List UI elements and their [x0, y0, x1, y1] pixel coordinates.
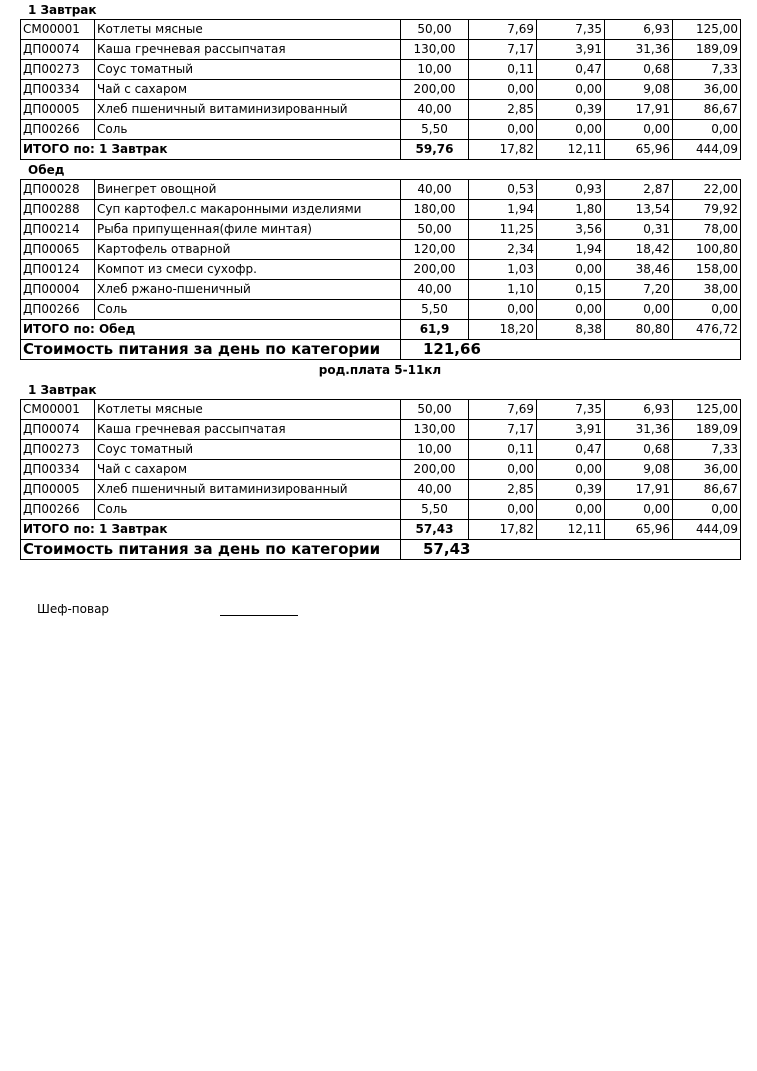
dish-kcal: 38,00: [673, 280, 741, 300]
dish-fat: 1,94: [537, 240, 605, 260]
dish-fat: 0,00: [537, 80, 605, 100]
meal-title-lunch: Обед: [28, 163, 65, 177]
table-row: [21, 120, 741, 140]
dish-name: Котлеты мясные: [95, 400, 401, 420]
dish-fat: 0,47: [537, 60, 605, 80]
dish-yield: 5,50: [401, 300, 469, 320]
dish-name: Соль: [95, 500, 401, 520]
total-cost: 57,43: [401, 520, 469, 540]
dish-kcal: 100,80: [673, 240, 741, 260]
dish-name: Компот из смеси сухофр.: [95, 260, 401, 280]
table-row: [21, 280, 741, 300]
dish-kcal: 0,00: [673, 120, 741, 140]
total-kcal: 476,72: [673, 320, 741, 340]
table-row: [21, 420, 741, 440]
dish-fat: 0,93: [537, 180, 605, 200]
dish-name: Каша гречневая рассыпчатая: [95, 40, 401, 60]
dish-carbs: 2,87: [605, 180, 673, 200]
total-row: [21, 140, 741, 160]
dish-protein: 1,10: [469, 280, 537, 300]
total-protein: 18,20: [469, 320, 537, 340]
dish-yield: 5,50: [401, 120, 469, 140]
table-row: [21, 220, 741, 240]
dish-fat: 0,47: [537, 440, 605, 460]
dish-carbs: 0,00: [605, 120, 673, 140]
dish-yield: 130,00: [401, 40, 469, 60]
dish-kcal: 125,00: [673, 400, 741, 420]
dish-protein: 0,11: [469, 440, 537, 460]
dish-name: Хлеб пшеничный витаминизированный: [95, 480, 401, 500]
dish-kcal: 0,00: [673, 300, 741, 320]
dish-kcal: 36,00: [673, 80, 741, 100]
total-fat: 8,38: [537, 320, 605, 340]
dish-carbs: 9,08: [605, 460, 673, 480]
dish-protein: 0,00: [469, 500, 537, 520]
dish-yield: 10,00: [401, 60, 469, 80]
dish-protein: 7,69: [469, 400, 537, 420]
dish-yield: 130,00: [401, 420, 469, 440]
dish-carbs: 6,93: [605, 400, 673, 420]
dish-name: Хлеб пшеничный витаминизированный: [95, 100, 401, 120]
dish-fat: 3,91: [537, 420, 605, 440]
dish-kcal: 22,00: [673, 180, 741, 200]
dish-carbs: 17,91: [605, 100, 673, 120]
dish-protein: 0,00: [469, 120, 537, 140]
dish-code: ДП00028: [21, 180, 95, 200]
dish-yield: 50,00: [401, 220, 469, 240]
dish-yield: 120,00: [401, 240, 469, 260]
dish-name: Картофель отварной: [95, 240, 401, 260]
dish-yield: 40,00: [401, 100, 469, 120]
dish-protein: 7,17: [469, 420, 537, 440]
dish-yield: 50,00: [401, 20, 469, 40]
day-cost-value: 121,66: [401, 340, 741, 360]
dish-yield: 50,00: [401, 400, 469, 420]
dish-code: ДП00005: [21, 100, 95, 120]
day-cost-row: [21, 540, 741, 560]
dish-kcal: 86,67: [673, 480, 741, 500]
dish-fat: 3,91: [537, 40, 605, 60]
total-fat: 12,11: [537, 520, 605, 540]
total-fat: 12,11: [537, 140, 605, 160]
dish-fat: 0,39: [537, 100, 605, 120]
dish-carbs: 13,54: [605, 200, 673, 220]
dish-fat: 1,80: [537, 200, 605, 220]
dish-name: Соус томатный: [95, 440, 401, 460]
dish-code: ДП00288: [21, 200, 95, 220]
dish-fat: 0,00: [537, 300, 605, 320]
dish-protein: 0,00: [469, 300, 537, 320]
dish-name: Чай с сахаром: [95, 80, 401, 100]
table-row: [21, 460, 741, 480]
table-row: [21, 180, 741, 200]
dish-carbs: 0,00: [605, 500, 673, 520]
dish-fat: 7,35: [537, 20, 605, 40]
dish-code: ДП00273: [21, 60, 95, 80]
dish-protein: 11,25: [469, 220, 537, 240]
table-row: [21, 440, 741, 460]
breakfast-table-2: [20, 399, 741, 560]
dish-code: ДП00124: [21, 260, 95, 280]
dish-code: ДП00074: [21, 40, 95, 60]
dish-kcal: 158,00: [673, 260, 741, 280]
lunch-table: [20, 179, 741, 360]
dish-code: ДП00005: [21, 480, 95, 500]
day-cost-value: 57,43: [401, 540, 741, 560]
dish-protein: 0,53: [469, 180, 537, 200]
dish-carbs: 0,68: [605, 440, 673, 460]
dish-code: СМ00001: [21, 20, 95, 40]
dish-fat: 0,00: [537, 500, 605, 520]
dish-protein: 7,69: [469, 20, 537, 40]
dish-carbs: 31,36: [605, 40, 673, 60]
dish-carbs: 0,31: [605, 220, 673, 240]
dish-yield: 10,00: [401, 440, 469, 460]
dish-code: ДП00214: [21, 220, 95, 240]
total-label: ИТОГО по: 1 Завтрак: [21, 520, 401, 540]
table-row: [21, 260, 741, 280]
dish-protein: 1,03: [469, 260, 537, 280]
table-row: [21, 40, 741, 60]
dish-name: Каша гречневая рассыпчатая: [95, 420, 401, 440]
dish-protein: 0,00: [469, 80, 537, 100]
dish-code: ДП00334: [21, 460, 95, 480]
dish-carbs: 9,08: [605, 80, 673, 100]
dish-carbs: 0,68: [605, 60, 673, 80]
dish-fat: 3,56: [537, 220, 605, 240]
dish-name: Котлеты мясные: [95, 20, 401, 40]
dish-name: Соль: [95, 120, 401, 140]
dish-protein: 0,00: [469, 460, 537, 480]
signature-line: [220, 615, 298, 616]
dish-yield: 40,00: [401, 180, 469, 200]
dish-name: Рыба припущенная(филе минтая): [95, 220, 401, 240]
dish-carbs: 38,46: [605, 260, 673, 280]
dish-carbs: 31,36: [605, 420, 673, 440]
dish-code: ДП00266: [21, 120, 95, 140]
dish-kcal: 0,00: [673, 500, 741, 520]
dish-protein: 2,85: [469, 100, 537, 120]
table-row: [21, 500, 741, 520]
total-carbs: 65,96: [605, 140, 673, 160]
dish-protein: 7,17: [469, 40, 537, 60]
day-cost-label: Стоимость питания за день по категории: [21, 340, 401, 360]
dish-yield: 5,50: [401, 500, 469, 520]
dish-code: ДП00266: [21, 300, 95, 320]
dish-protein: 2,34: [469, 240, 537, 260]
dish-carbs: 17,91: [605, 480, 673, 500]
dish-code: ДП00065: [21, 240, 95, 260]
dish-protein: 2,85: [469, 480, 537, 500]
dish-code: ДП00334: [21, 80, 95, 100]
table-row: [21, 60, 741, 80]
table-row: [21, 400, 741, 420]
dish-yield: 40,00: [401, 480, 469, 500]
dish-kcal: 78,00: [673, 220, 741, 240]
dish-code: ДП00004: [21, 280, 95, 300]
day-cost-row: [21, 340, 741, 360]
chef-signature-label: Шеф-повар: [37, 602, 110, 616]
dish-carbs: 0,00: [605, 300, 673, 320]
dish-carbs: 6,93: [605, 20, 673, 40]
dish-kcal: 79,92: [673, 200, 741, 220]
dish-yield: 200,00: [401, 460, 469, 480]
dish-kcal: 7,33: [673, 60, 741, 80]
dish-kcal: 86,67: [673, 100, 741, 120]
total-kcal: 444,09: [673, 520, 741, 540]
dish-code: ДП00074: [21, 420, 95, 440]
dish-name: Суп картофел.с макаронными изделиями: [95, 200, 401, 220]
dish-yield: 200,00: [401, 80, 469, 100]
meal-title-breakfast: 1 Завтрак: [28, 3, 97, 17]
dish-protein: 1,94: [469, 200, 537, 220]
dish-yield: 40,00: [401, 280, 469, 300]
dish-yield: 200,00: [401, 260, 469, 280]
dish-name: Чай с сахаром: [95, 460, 401, 480]
dish-code: ДП00273: [21, 440, 95, 460]
total-cost: 59,76: [401, 140, 469, 160]
table-row: [21, 100, 741, 120]
meal-title-breakfast-2: 1 Завтрак: [28, 383, 97, 397]
total-row: [21, 320, 741, 340]
dish-kcal: 189,09: [673, 40, 741, 60]
total-label: ИТОГО по: 1 Завтрак: [21, 140, 401, 160]
total-label: ИТОГО по: Обед: [21, 320, 401, 340]
dish-kcal: 189,09: [673, 420, 741, 440]
dish-carbs: 7,20: [605, 280, 673, 300]
dish-fat: 0,00: [537, 120, 605, 140]
dish-fat: 0,39: [537, 480, 605, 500]
dish-name: Винегрет овощной: [95, 180, 401, 200]
dish-yield: 180,00: [401, 200, 469, 220]
table-row: [21, 80, 741, 100]
dish-name: Соль: [95, 300, 401, 320]
table-row: [21, 20, 741, 40]
dish-kcal: 36,00: [673, 460, 741, 480]
dish-fat: 0,00: [537, 260, 605, 280]
dish-protein: 0,11: [469, 60, 537, 80]
total-protein: 17,82: [469, 140, 537, 160]
dish-fat: 0,00: [537, 460, 605, 480]
total-protein: 17,82: [469, 520, 537, 540]
breakfast-table: [20, 19, 741, 160]
table-row: [21, 200, 741, 220]
dish-kcal: 7,33: [673, 440, 741, 460]
dish-fat: 7,35: [537, 400, 605, 420]
table-row: [21, 300, 741, 320]
total-carbs: 80,80: [605, 320, 673, 340]
dish-name: Хлеб ржано-пшеничный: [95, 280, 401, 300]
total-cost: 61,9: [401, 320, 469, 340]
table-row: [21, 480, 741, 500]
day-cost-label: Стоимость питания за день по категории: [21, 540, 401, 560]
dish-code: ДП00266: [21, 500, 95, 520]
dish-fat: 0,15: [537, 280, 605, 300]
category-title: род.плата 5-11кл: [318, 363, 442, 377]
total-kcal: 444,09: [673, 140, 741, 160]
table-row: [21, 240, 741, 260]
dish-carbs: 18,42: [605, 240, 673, 260]
total-row: [21, 520, 741, 540]
dish-kcal: 125,00: [673, 20, 741, 40]
dish-name: Соус томатный: [95, 60, 401, 80]
dish-code: СМ00001: [21, 400, 95, 420]
total-carbs: 65,96: [605, 520, 673, 540]
